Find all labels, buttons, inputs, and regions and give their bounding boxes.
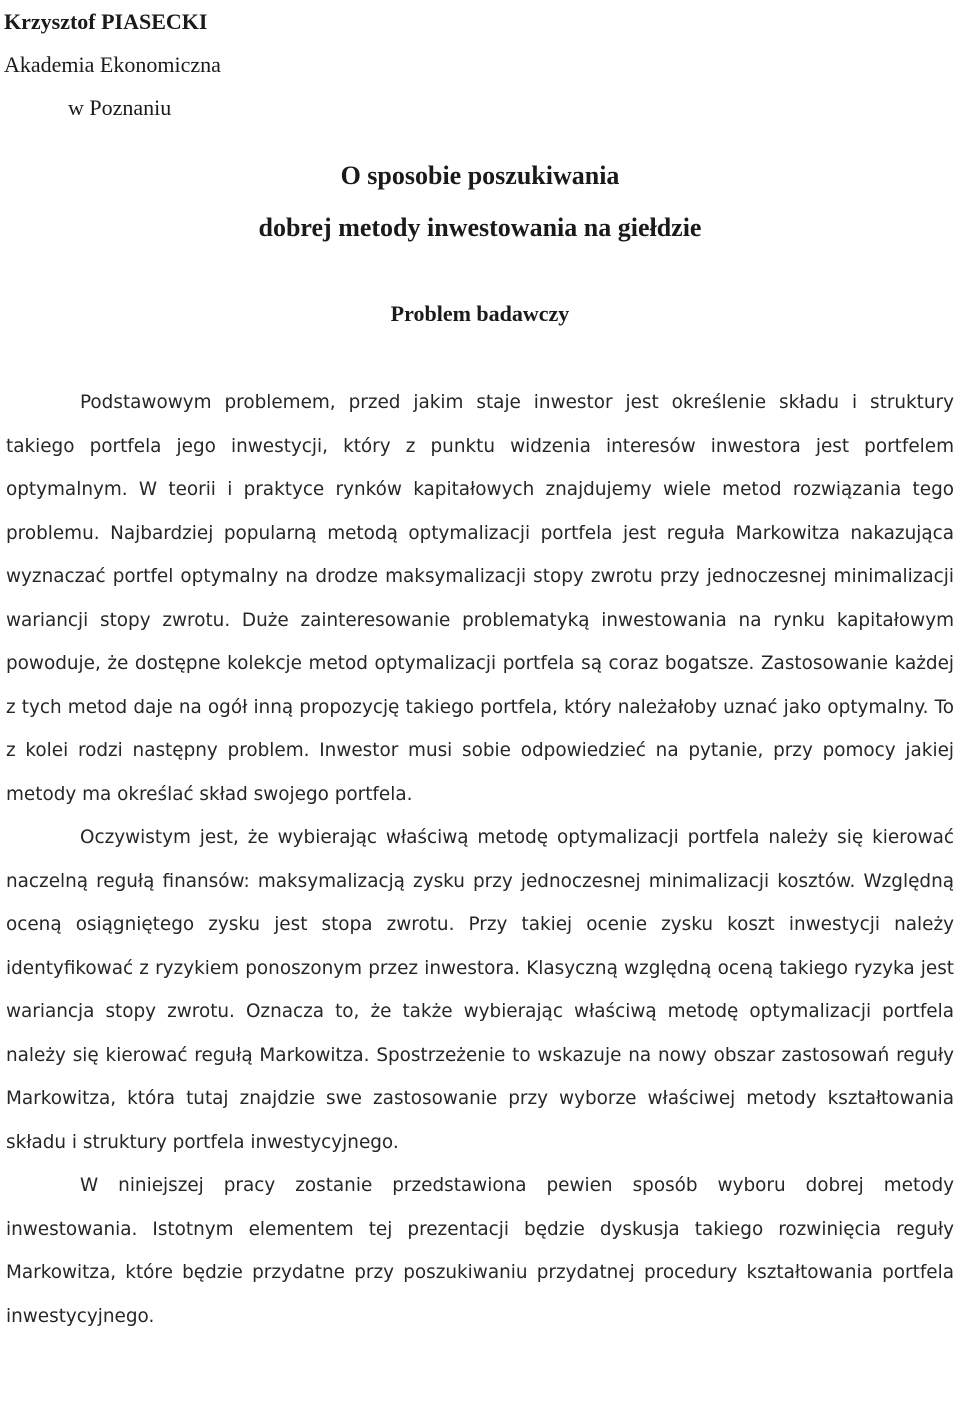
paragraph-1: Podstawowym problemem, przed jakim staje inwestor jest określenie składu i struktury takiego portfela jego inwestycji, który z punktu widzenia interesów inwestora jest portfelem optymalnym. W teorii i praktyce rynków kapitałowych znajdujemy wiele metod rozwiązania tego problemu. Najbardziej popularną metodą optymalizacji portfela jest reguła Markowitza nakazująca wyznaczać portfel optymalny na drodze maksymalizacji stopy zwrotu przy jednoczesnej minimalizacji wariancji stopy zwrotu. Duże zainteresowanie problematyką inwestowania na rynku kapitałowym powoduje, że dostępne kolekcje metod optymalizacji portfela są coraz bogatsze. Zastosowanie każdej z tych metod daje na ogół inną propozycję takiego portfela, który należałoby uznać jako optymalny. To z kolei rodzi następny problem. Inwestor musi sobie odpowiedzieć na pytanie, przy pomocy jakiej metody ma określać skład swojego portfela. [6, 392, 954, 805]
author-block [4, 0, 221, 129]
paragraph-2: Oczywistym jest, że wybierając właściwą metodę optymalizacji portfela należy się kierować naczelną regułą finansów: maksymalizacją zysku przy jednoczesnej minimalizacji kosztów. Względną oceną osiągniętego zysku jest stopa zwrotu. Przy takiej ocenie zysku koszt inwestycji należy identyfikować z ryzykiem ponoszonym przez inwestora. Klasyczną względną oceną takiego ryzyka jest wariancja stopy zwrotu. Oznacza to, że także wybierając właściwą metodę optymalizacji portfela należy się kierować regułą Markowitza. Spostrzeżenie to wskazuje na nowy obszar zastosowań reguły Markowitza, która tutaj znajdzie swe zastosowanie przy wyborze właściwej metody kształtowania składu i struktury portfela inwestycyjnego. [6, 827, 954, 1153]
paper-title [0, 150, 960, 254]
paper-title-line-2: dobrej metody inwestowania na giełdzie [258, 213, 702, 242]
paragraph-3: W niniejszej pracy zostanie przedstawiona pewien sposób wyboru dobrej metody inwestowania. Istotnym elementem tej prezentacji będzie dyskusja takiego rozwinięcia reguły Markowitza, które będzie przydatne przy poszukiwaniu przydatnej procedury kształtowania portfela inwestycyjnego. [6, 1175, 954, 1327]
paper-title-line-1: O sposobie poszukiwania [340, 161, 620, 190]
affiliation-city: w Poznaniu [68, 95, 172, 120]
section-heading: Problem badawczy [390, 301, 570, 326]
affiliation-institution: Akademia Ekonomiczna [4, 52, 221, 77]
body-text [6, 381, 954, 1338]
author-name: Krzysztof PIASECKI [4, 9, 208, 34]
